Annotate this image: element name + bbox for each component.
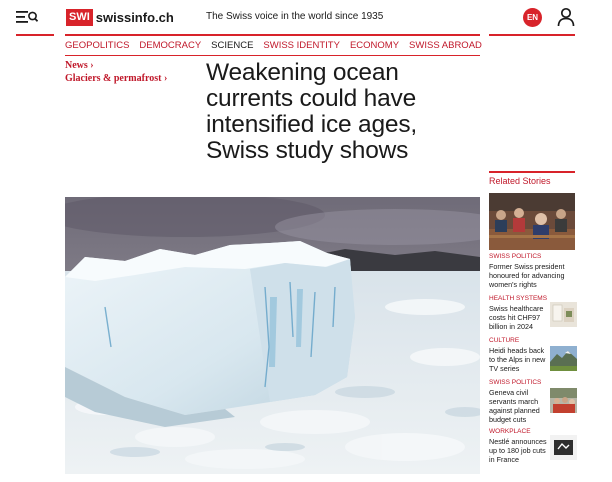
hero-image [65,197,480,474]
nav-swiss-abroad[interactable]: SWISS ABROAD [409,40,482,51]
site-logo[interactable] [66,9,174,26]
story-title[interactable]: Nestlé announces up to 180 job cuts in France [489,437,547,464]
story-title[interactable]: Heidi heads back to the Alps in new TV series [489,346,546,373]
nav-democracy[interactable]: DEMOCRACY [139,40,202,51]
story-category: CULTURE [489,337,520,344]
related-divider [489,171,575,173]
top-bar [0,0,612,35]
logo-text: swissinfo.ch [95,10,174,25]
related-story-5[interactable] [489,427,577,464]
logo-badge: SWI [66,9,93,26]
nav-science[interactable]: SCIENCE [211,40,254,51]
tagline: The Swiss voice in the world since 1935 [206,11,384,22]
related-featured-image[interactable] [489,193,575,250]
story-thumbnail[interactable] [550,346,577,371]
breadcrumb-glaciers[interactable]: Glaciers & permafrost › [65,73,168,84]
story-thumbnail[interactable] [550,435,577,460]
story-thumbnail[interactable] [550,388,577,413]
story-thumbnail[interactable] [550,302,577,327]
story-title[interactable]: Geneva civil servants march against planned budget cuts [489,388,540,424]
story-title[interactable]: Former Swiss president honoured for advancing women's rights [489,262,565,289]
related-stories-title: Related Stories [489,176,551,186]
story-category: SWISS POLITICS [489,379,542,386]
related-story-4[interactable] [489,378,577,424]
nav-geopolitics[interactable]: GEOPOLITICS [65,40,130,51]
breadcrumb [65,59,167,85]
language-button[interactable]: EN [523,8,542,27]
nav-swiss-identity[interactable]: SWISS IDENTITY [263,40,340,51]
related-story-2[interactable] [489,294,577,331]
menu-search-icon[interactable] [16,9,38,25]
header-divider-right [489,34,575,36]
related-story-3[interactable] [489,336,577,373]
header-divider-main [65,34,480,36]
breadcrumb-news[interactable]: News › [65,60,94,71]
story-title[interactable]: Swiss healthcare costs hit CHF97 billion in 2024 [489,304,544,331]
user-icon[interactable] [557,7,575,27]
header-divider-left [16,34,54,36]
section-nav [65,37,492,55]
nav-economy[interactable]: ECONOMY [349,40,400,51]
nav-divider [65,55,480,56]
related-story-1[interactable] [489,252,577,289]
story-category: HEALTH SYSTEMS [489,295,548,302]
story-category: WORKPLACE [489,428,531,435]
story-category: SWISS POLITICS [489,253,542,260]
article-headline: Weakening ocean currents could have intensified ice ages, Swiss study shows [206,59,417,164]
